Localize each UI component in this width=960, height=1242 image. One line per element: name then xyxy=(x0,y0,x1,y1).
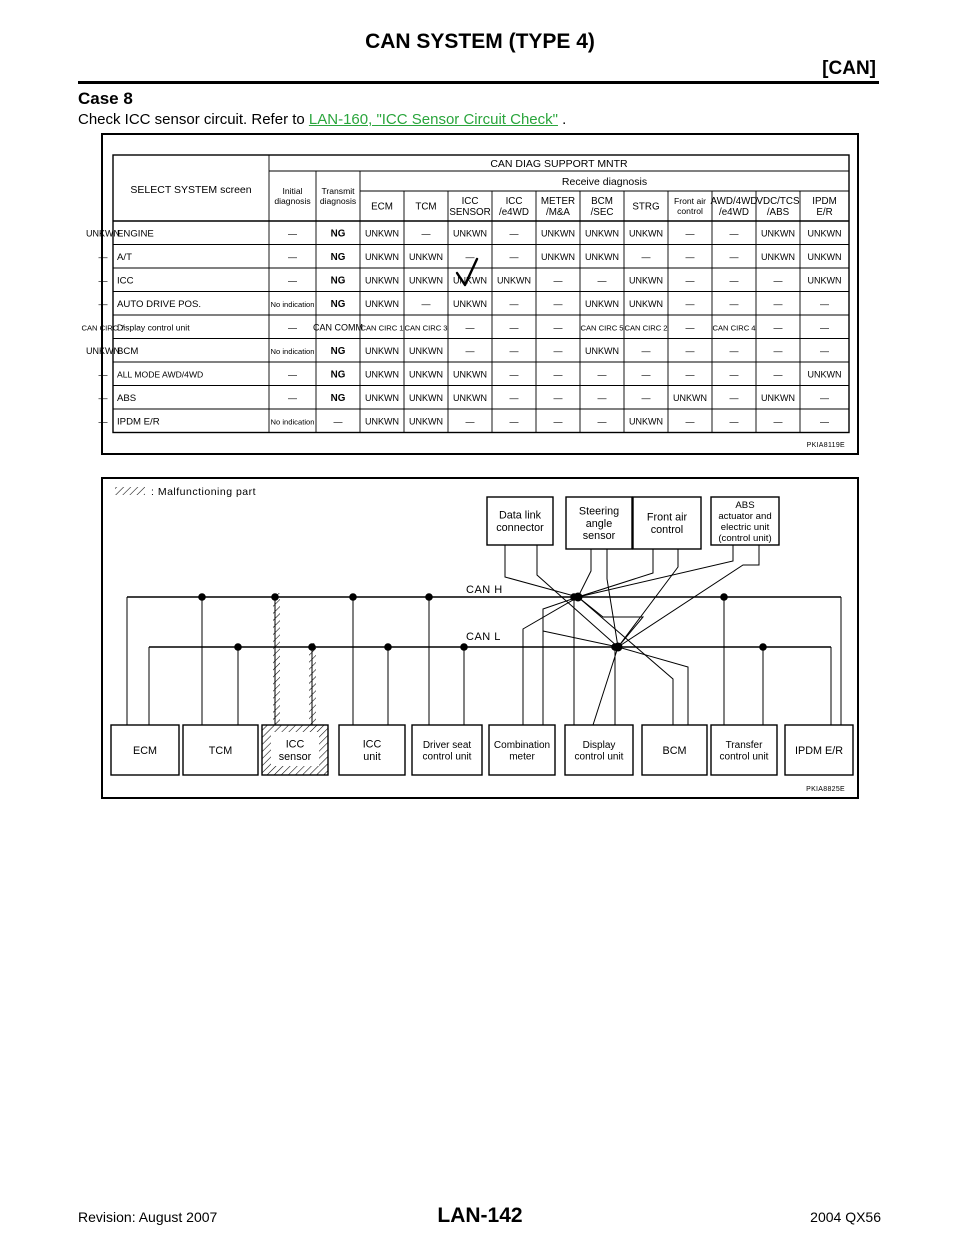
table-cell: UNKWN xyxy=(761,251,795,262)
table-cell: — xyxy=(729,369,739,380)
table-cell: UNKWN xyxy=(541,251,575,262)
table-cell: UNKWN xyxy=(365,251,399,262)
column-header: Transmit diagnosis xyxy=(319,186,357,206)
table-cell: UNKWN xyxy=(86,228,120,239)
unit-label: Driver seat control unit xyxy=(422,739,472,763)
table-cell: — xyxy=(288,322,297,333)
table-cell: UNKWN xyxy=(629,275,663,286)
table-cell: — xyxy=(98,298,108,309)
icc-unit xyxy=(339,725,405,775)
system-name: ABS xyxy=(117,392,137,404)
junction-point xyxy=(614,643,623,652)
table-cell: — xyxy=(729,345,739,356)
table-cell: — xyxy=(729,416,739,427)
table-cell: UNKWN xyxy=(541,228,575,239)
table-cell: UNKWN xyxy=(629,228,663,239)
unit-label: TCM xyxy=(208,744,233,757)
table-cell: — xyxy=(421,298,431,309)
table-cell: — xyxy=(509,369,519,380)
table-cell: — xyxy=(773,345,783,356)
table-cell: — xyxy=(685,322,695,333)
table-cell: — xyxy=(98,275,108,286)
table-cell: UNKWN xyxy=(761,392,795,403)
system-name: Display control unit xyxy=(117,322,190,333)
table-cell: — xyxy=(553,345,563,356)
table-cell: NG xyxy=(330,298,346,310)
unit-label: IPDM E/R xyxy=(795,744,843,757)
table-cell: — xyxy=(597,392,607,403)
table-cell: — xyxy=(641,251,651,262)
table-cell: NG xyxy=(330,345,346,357)
table-cell: UNKWN xyxy=(365,345,399,356)
table-cell: — xyxy=(98,369,108,380)
table-cell: — xyxy=(685,345,695,356)
column-header: Front air control xyxy=(674,196,706,216)
table-cell: — xyxy=(820,416,829,427)
table-cell: — xyxy=(288,392,297,403)
footer-model: 2004 QX56 xyxy=(810,1209,881,1225)
table-cell: UNKWN xyxy=(629,416,663,427)
column-header: ICC /e4WD xyxy=(499,195,529,219)
table-cell: — xyxy=(685,275,695,286)
table-cell: UNKWN xyxy=(86,345,120,356)
table-cell: — xyxy=(553,416,563,427)
table-cell: — xyxy=(597,369,607,380)
front-air-control xyxy=(633,497,701,549)
table-cell: No indication xyxy=(270,299,315,309)
column-header: TCM xyxy=(415,201,437,213)
system-name: ENGINE xyxy=(117,228,154,240)
case-instruction xyxy=(78,111,566,128)
table-cell: — xyxy=(773,275,783,286)
table-cell: — xyxy=(98,392,108,403)
table-cell: — xyxy=(685,251,695,262)
table-cell: UNKWN xyxy=(585,251,619,262)
table-cell: CAN CIRC 5 xyxy=(580,323,624,333)
lan-160-link[interactable]: LAN-160, "ICC Sensor Circuit Check" xyxy=(308,111,558,128)
table-cell: UNKWN xyxy=(807,251,842,262)
table-cell: — xyxy=(553,298,563,309)
table-corner-header: SELECT SYSTEM screen xyxy=(130,184,252,196)
table-cell: — xyxy=(729,298,739,309)
transfer-control-unit xyxy=(711,725,777,775)
table-cell: — xyxy=(553,275,563,286)
table-cell: UNKWN xyxy=(409,369,443,380)
table-cell: UNKWN xyxy=(409,275,443,286)
table-cell: UNKWN xyxy=(453,392,487,403)
column-header: IPDM E/R xyxy=(812,195,837,219)
table-cell: — xyxy=(509,251,519,262)
column-header: BCM /SEC xyxy=(590,195,614,219)
table-cell: — xyxy=(773,298,783,309)
can-circuit-diagram xyxy=(103,479,857,797)
driver-seat-control-unit xyxy=(412,725,482,775)
table-cell: — xyxy=(641,369,651,380)
table-cell: CAN COMM xyxy=(313,322,363,333)
table-cell: — xyxy=(773,416,783,427)
table-cell: — xyxy=(685,298,695,309)
table-cell: — xyxy=(288,228,297,239)
can-l-label: CAN L xyxy=(466,631,501,643)
table-cell: — xyxy=(820,322,829,333)
data-link-connector xyxy=(487,497,553,545)
abs-actuator-unit xyxy=(711,497,779,545)
splice-point xyxy=(349,593,357,601)
unit-label: Steering angle sensor xyxy=(578,505,620,543)
column-header: METER /M&A xyxy=(540,195,576,219)
unit-label: Data link connector xyxy=(496,509,544,534)
table-cell: UNKWN xyxy=(807,228,842,239)
table-cell: UNKWN xyxy=(673,392,707,403)
splice-point xyxy=(198,593,206,601)
table-cell: — xyxy=(597,275,607,286)
unit-label: Transfer control unit xyxy=(719,739,769,763)
table-cell: UNKWN xyxy=(807,275,842,286)
table-cell: UNKWN xyxy=(365,228,399,239)
receive-diagnosis-header: Receive diagnosis xyxy=(561,176,648,188)
table-cell: CAN CIRC 3 xyxy=(404,323,448,333)
table-cell: — xyxy=(553,369,563,380)
table-cell: UNKWN xyxy=(365,275,399,286)
table-cell: — xyxy=(465,322,475,333)
column-header: AWD/4WD /e4WD xyxy=(710,195,758,219)
table-cell: NG xyxy=(330,228,346,240)
junction-point xyxy=(574,593,583,602)
table-cell: — xyxy=(509,345,519,356)
table-cell: CAN CIRC 4 xyxy=(712,323,756,333)
table-cell: NG xyxy=(330,275,346,287)
table-cell: — xyxy=(597,416,607,427)
table-cell: UNKWN xyxy=(453,298,487,309)
system-name: IPDM E/R xyxy=(117,416,160,428)
table-cell: — xyxy=(685,416,695,427)
table-main-header: CAN DIAG SUPPORT MNTR xyxy=(490,158,628,170)
footer-revision: Revision: August 2007 xyxy=(78,1209,218,1225)
table-cell: No indication xyxy=(270,346,315,356)
table-cell: No indication xyxy=(270,417,315,427)
can-circuit-figure xyxy=(101,477,859,799)
legend-text: : Malfunctioning part xyxy=(151,486,257,498)
splice-point xyxy=(271,593,279,601)
steering-angle-sensor xyxy=(566,497,632,549)
table-cell: — xyxy=(553,392,563,403)
table-cell: UNKWN xyxy=(585,298,619,309)
column-header: VDC/TCS /ABS xyxy=(756,195,800,219)
table-cell: NG xyxy=(330,392,346,404)
tcm-unit xyxy=(183,725,258,775)
table-cell: UNKWN xyxy=(807,369,842,380)
splice-point xyxy=(720,593,728,601)
table-cell: CAN CIRC 2 xyxy=(624,323,668,333)
table-cell: — xyxy=(820,298,829,309)
unit-label: BCM xyxy=(662,744,687,757)
page-title: CAN SYSTEM (TYPE 4) xyxy=(365,30,595,53)
unit-label: Display control unit xyxy=(574,739,624,763)
table-cell: UNKWN xyxy=(409,345,443,356)
table-cell: — xyxy=(729,251,739,262)
system-name: ICC xyxy=(117,275,134,287)
combination-meter-unit xyxy=(489,725,555,775)
hatch-legend-icon xyxy=(115,487,145,495)
splice-point xyxy=(460,643,468,651)
unit-label: ECM xyxy=(133,744,157,757)
bcm-unit xyxy=(642,725,707,775)
figure-ref-diag: PKIA8119E xyxy=(806,442,845,449)
system-name: ALL MODE AWD/4WD xyxy=(117,369,204,380)
table-cell: — xyxy=(465,416,475,427)
unit-label: Combination meter xyxy=(493,739,551,763)
table-cell: UNKWN xyxy=(761,228,795,239)
diag-monitor-figure xyxy=(81,133,859,455)
column-header: STRG xyxy=(632,201,660,213)
table-cell: — xyxy=(729,228,739,239)
table-cell: CAN CIRC 7 xyxy=(81,323,125,333)
table-cell: UNKWN xyxy=(365,416,399,427)
icc-sensor-unit xyxy=(262,725,328,775)
system-name: BCM xyxy=(117,345,139,357)
column-header: ECM xyxy=(371,201,393,213)
system-name: AUTO DRIVE POS. xyxy=(117,298,202,310)
display-control-unit xyxy=(565,725,633,775)
table-cell: — xyxy=(820,345,829,356)
table-cell: UNKWN xyxy=(453,275,487,286)
table-cell: CAN CIRC 1 xyxy=(360,323,404,333)
instruction-end: . xyxy=(557,111,567,128)
table-cell: UNKWN xyxy=(629,298,663,309)
splice-point xyxy=(425,593,433,601)
table-cell: UNKWN xyxy=(585,345,619,356)
table-cell: — xyxy=(685,369,695,380)
figure-ref-circuit: PKIA8825E xyxy=(806,786,845,793)
table-cell: UNKWN xyxy=(409,392,443,403)
table-cell: — xyxy=(288,275,297,286)
table-cell: — xyxy=(773,369,783,380)
table-cell: UNKWN xyxy=(453,369,487,380)
table-cell: — xyxy=(288,369,297,380)
table-cell: — xyxy=(509,416,519,427)
table-cell: — xyxy=(641,345,651,356)
splice-point xyxy=(759,643,767,651)
column-header: Initial diagnosis xyxy=(274,186,311,206)
table-cell: UNKWN xyxy=(409,251,443,262)
table-cell: UNKWN xyxy=(365,298,399,309)
table-cell: — xyxy=(333,416,343,427)
table-cell: UNKWN xyxy=(409,416,443,427)
unit-label: ABS actuator and electric unit (control unit) xyxy=(718,499,772,544)
table-cell: — xyxy=(553,322,563,333)
footer-page-number: LAN-142 xyxy=(437,1204,523,1227)
instruction-text: Check ICC sensor circuit. Refer to xyxy=(78,111,309,128)
unit-label: ICC unit xyxy=(362,738,382,763)
table-cell: — xyxy=(729,275,739,286)
unit-label: ICC sensor xyxy=(278,738,312,763)
table-cell: — xyxy=(288,251,297,262)
table-cell: — xyxy=(465,251,475,262)
table-cell: — xyxy=(641,392,651,403)
table-cell: — xyxy=(509,392,519,403)
table-cell: — xyxy=(685,228,695,239)
table-cell: UNKWN xyxy=(497,275,531,286)
can-h-label: CAN H xyxy=(466,584,503,596)
section-tag: [CAN] xyxy=(822,58,876,79)
table-cell: — xyxy=(820,392,829,403)
table-cell: — xyxy=(98,416,108,427)
unit-label: Front air control xyxy=(646,511,688,536)
splice-point xyxy=(384,643,392,651)
diag-monitor-table xyxy=(81,135,857,453)
header-rule xyxy=(78,81,879,84)
ipdm-er-unit xyxy=(785,725,853,775)
splice-point xyxy=(308,643,316,651)
table-cell: UNKWN xyxy=(585,228,619,239)
table-cell: NG xyxy=(330,369,346,381)
table-cell: — xyxy=(509,298,519,309)
table-cell: — xyxy=(509,228,519,239)
table-cell: — xyxy=(465,345,475,356)
table-cell: — xyxy=(773,322,783,333)
table-cell: — xyxy=(729,392,739,403)
splice-point xyxy=(234,643,242,651)
table-cell: UNKWN xyxy=(365,369,399,380)
table-cell: — xyxy=(509,322,519,333)
system-name: A/T xyxy=(117,251,132,263)
table-cell: UNKWN xyxy=(365,392,399,403)
table-cell: — xyxy=(98,251,108,262)
ecm-unit xyxy=(111,725,179,775)
case-title: Case 8 xyxy=(78,89,133,108)
table-cell: NG xyxy=(330,251,346,263)
column-header: ICC SENSOR xyxy=(449,195,491,219)
table-cell: — xyxy=(421,228,431,239)
table-cell: UNKWN xyxy=(453,228,487,239)
